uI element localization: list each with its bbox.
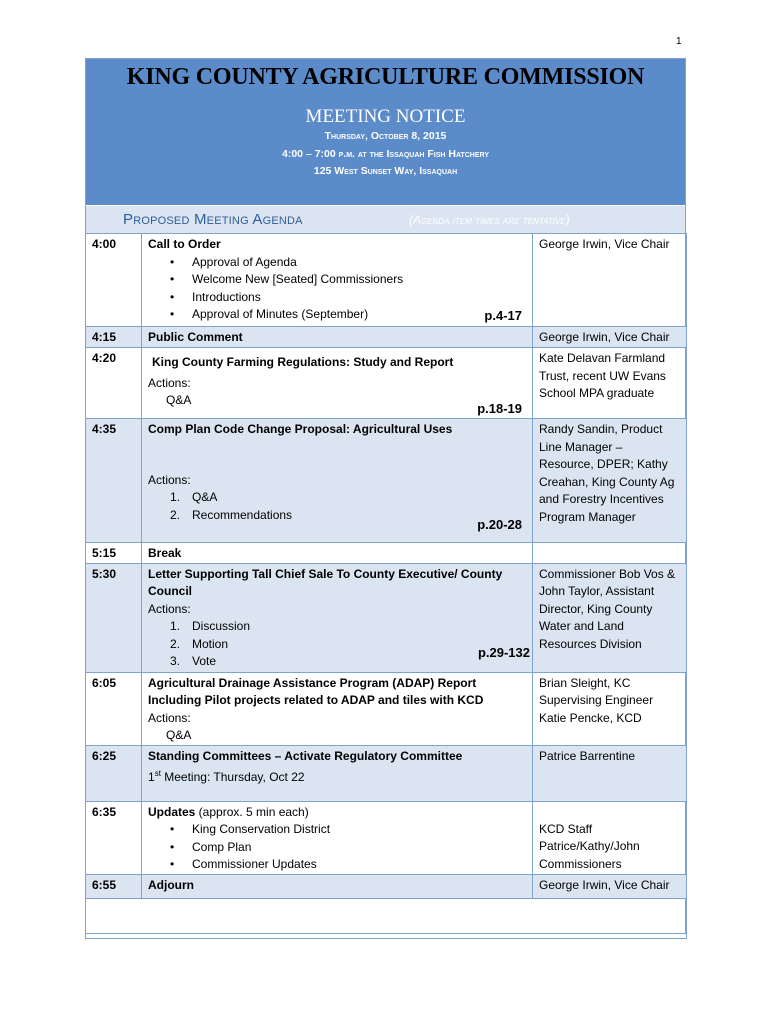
item-title: Letter Supporting Tall Chief Sale To County Executive/ County Council — [148, 566, 503, 598]
bullet-item: • Commissioner Updates — [148, 856, 526, 874]
agenda-row — [86, 801, 687, 874]
row-item — [142, 234, 533, 327]
row-presenter: Kate Delavan Farmland Trust, recent UW Evans School MPA graduate — [533, 348, 687, 419]
agenda-row — [86, 874, 687, 898]
item-title: Adjourn — [148, 877, 194, 892]
item-title: Break — [148, 546, 182, 560]
meeting-date: Thursday, October 8, 2015 — [324, 130, 447, 142]
row-time: 4:15 — [86, 327, 142, 348]
actions-text: Q&A — [166, 728, 192, 742]
item-title: Public Comment — [148, 330, 243, 344]
agenda-row — [86, 419, 687, 543]
meeting-time-place: 4:00 – 7:00 p.m. at the Issaquah Fish Hatchery — [282, 148, 489, 160]
row-presenter: George Irwin, Vice Chair — [533, 327, 687, 348]
item-title: Comp Plan Code Change Proposal: Agricultural Uses — [148, 422, 453, 436]
row-time: 6:35 — [86, 801, 142, 874]
agenda-row — [86, 672, 687, 745]
bullet-item: • Approval of Minutes (September) — [148, 306, 526, 324]
page-reference: p.29-132 — [477, 644, 530, 660]
row-item — [142, 563, 533, 672]
actions-label: Actions: — [148, 601, 191, 616]
numbered-item: 2. Motion — [170, 636, 229, 651]
agenda-title: Proposed Meeting Agenda — [123, 211, 303, 228]
page-reference: p.20-28 — [477, 517, 522, 532]
meeting-notice: MEETING NOTICE — [305, 106, 466, 127]
agenda-row — [86, 327, 687, 348]
row-time: 6:25 — [86, 745, 142, 801]
header-banner — [86, 59, 685, 205]
bullet-item: • Comp Plan — [148, 839, 526, 857]
empty-footer-row — [86, 898, 687, 938]
item-title: Updates (approx. 5 min each) — [148, 804, 309, 819]
row-time: 4:35 — [86, 419, 142, 543]
numbered-item: 1. Q&A — [170, 490, 218, 504]
agenda-row — [86, 543, 687, 564]
row-item — [142, 745, 533, 801]
meeting-address: 125 West Sunset Way, Issaquah — [313, 165, 458, 177]
item-title: King County Farming Regulations: Study and Report — [152, 355, 454, 369]
page-reference: p.18-19 — [477, 401, 522, 416]
row-time: 6:55 — [86, 874, 142, 898]
row-item — [142, 327, 533, 348]
agenda-heading — [86, 206, 685, 233]
row-item — [142, 672, 533, 745]
agenda-row — [86, 234, 687, 327]
empty-cell — [86, 898, 687, 938]
row-time: 4:20 — [86, 348, 142, 419]
row-item — [142, 543, 533, 564]
bullet-item: • Approval of Agenda — [148, 254, 526, 272]
bullet-item: • King Conservation District — [148, 821, 526, 839]
row-item — [142, 419, 533, 543]
numbered-item: 3. Vote — [170, 654, 217, 668]
row-presenter: KCD Staff Patrice/Kathy/John Commissioners — [533, 801, 687, 874]
agenda-row — [86, 563, 687, 672]
row-presenter: George Irwin, Vice Chair — [533, 874, 687, 898]
page-reference: p.4-17 — [484, 308, 522, 323]
row-time: 5:30 — [86, 563, 142, 672]
committee-meeting-date: 1st Meeting: Thursday, Oct 22 — [148, 769, 305, 784]
row-item — [142, 801, 533, 874]
agenda-row — [86, 348, 687, 419]
row-presenter: George Irwin, Vice Chair — [533, 234, 687, 327]
row-time: 4:00 — [86, 234, 142, 327]
actions-text: Q&A — [166, 393, 192, 407]
page-number: 1 — [676, 36, 682, 47]
row-time: 5:15 — [86, 543, 142, 564]
agenda-note: (Agenda item times are tentative) — [409, 213, 570, 227]
numbered-item: 1. Discussion — [170, 619, 251, 633]
agenda-row — [86, 745, 687, 801]
commission-title: KING COUNTY AGRICULTURE COMMISSION — [126, 64, 645, 90]
row-item — [142, 874, 533, 898]
item-title: Agricultural Drainage Assistance Program (ADAP) Report Including Pilot projects related to ADAP and tiles with KCD — [148, 675, 484, 707]
row-presenter: Randy Sandin, Product Line Manager – Resource, DPER; Kathy Creahan, King County Ag and Forestry Incentives Program Manager — [533, 419, 687, 543]
actions-label: Actions: — [148, 472, 191, 487]
row-presenter: Patrice Barrentine — [533, 745, 687, 801]
row-time: 6:05 — [86, 672, 142, 745]
row-presenter — [533, 543, 687, 564]
item-title: Call to Order — [148, 237, 221, 251]
numbered-item: 2. Recommendations — [170, 507, 293, 522]
bullet-item: • Introductions — [148, 289, 526, 307]
bullet-item: • Welcome New [Seated] Commissioners — [148, 271, 526, 289]
row-item — [142, 348, 533, 419]
agenda-table — [85, 233, 687, 939]
item-title: Standing Committees – Activate Regulatory Committee — [148, 748, 463, 763]
row-presenter: Commissioner Bob Vos & John Taylor, Assistant Director, King County Water and Land Resources Division — [533, 563, 687, 672]
row-presenter: Brian Sleight, KC Supervising Engineer Katie Pencke, KCD — [533, 672, 687, 745]
actions-label: Actions: — [148, 375, 191, 390]
actions-label: Actions: — [148, 710, 191, 725]
